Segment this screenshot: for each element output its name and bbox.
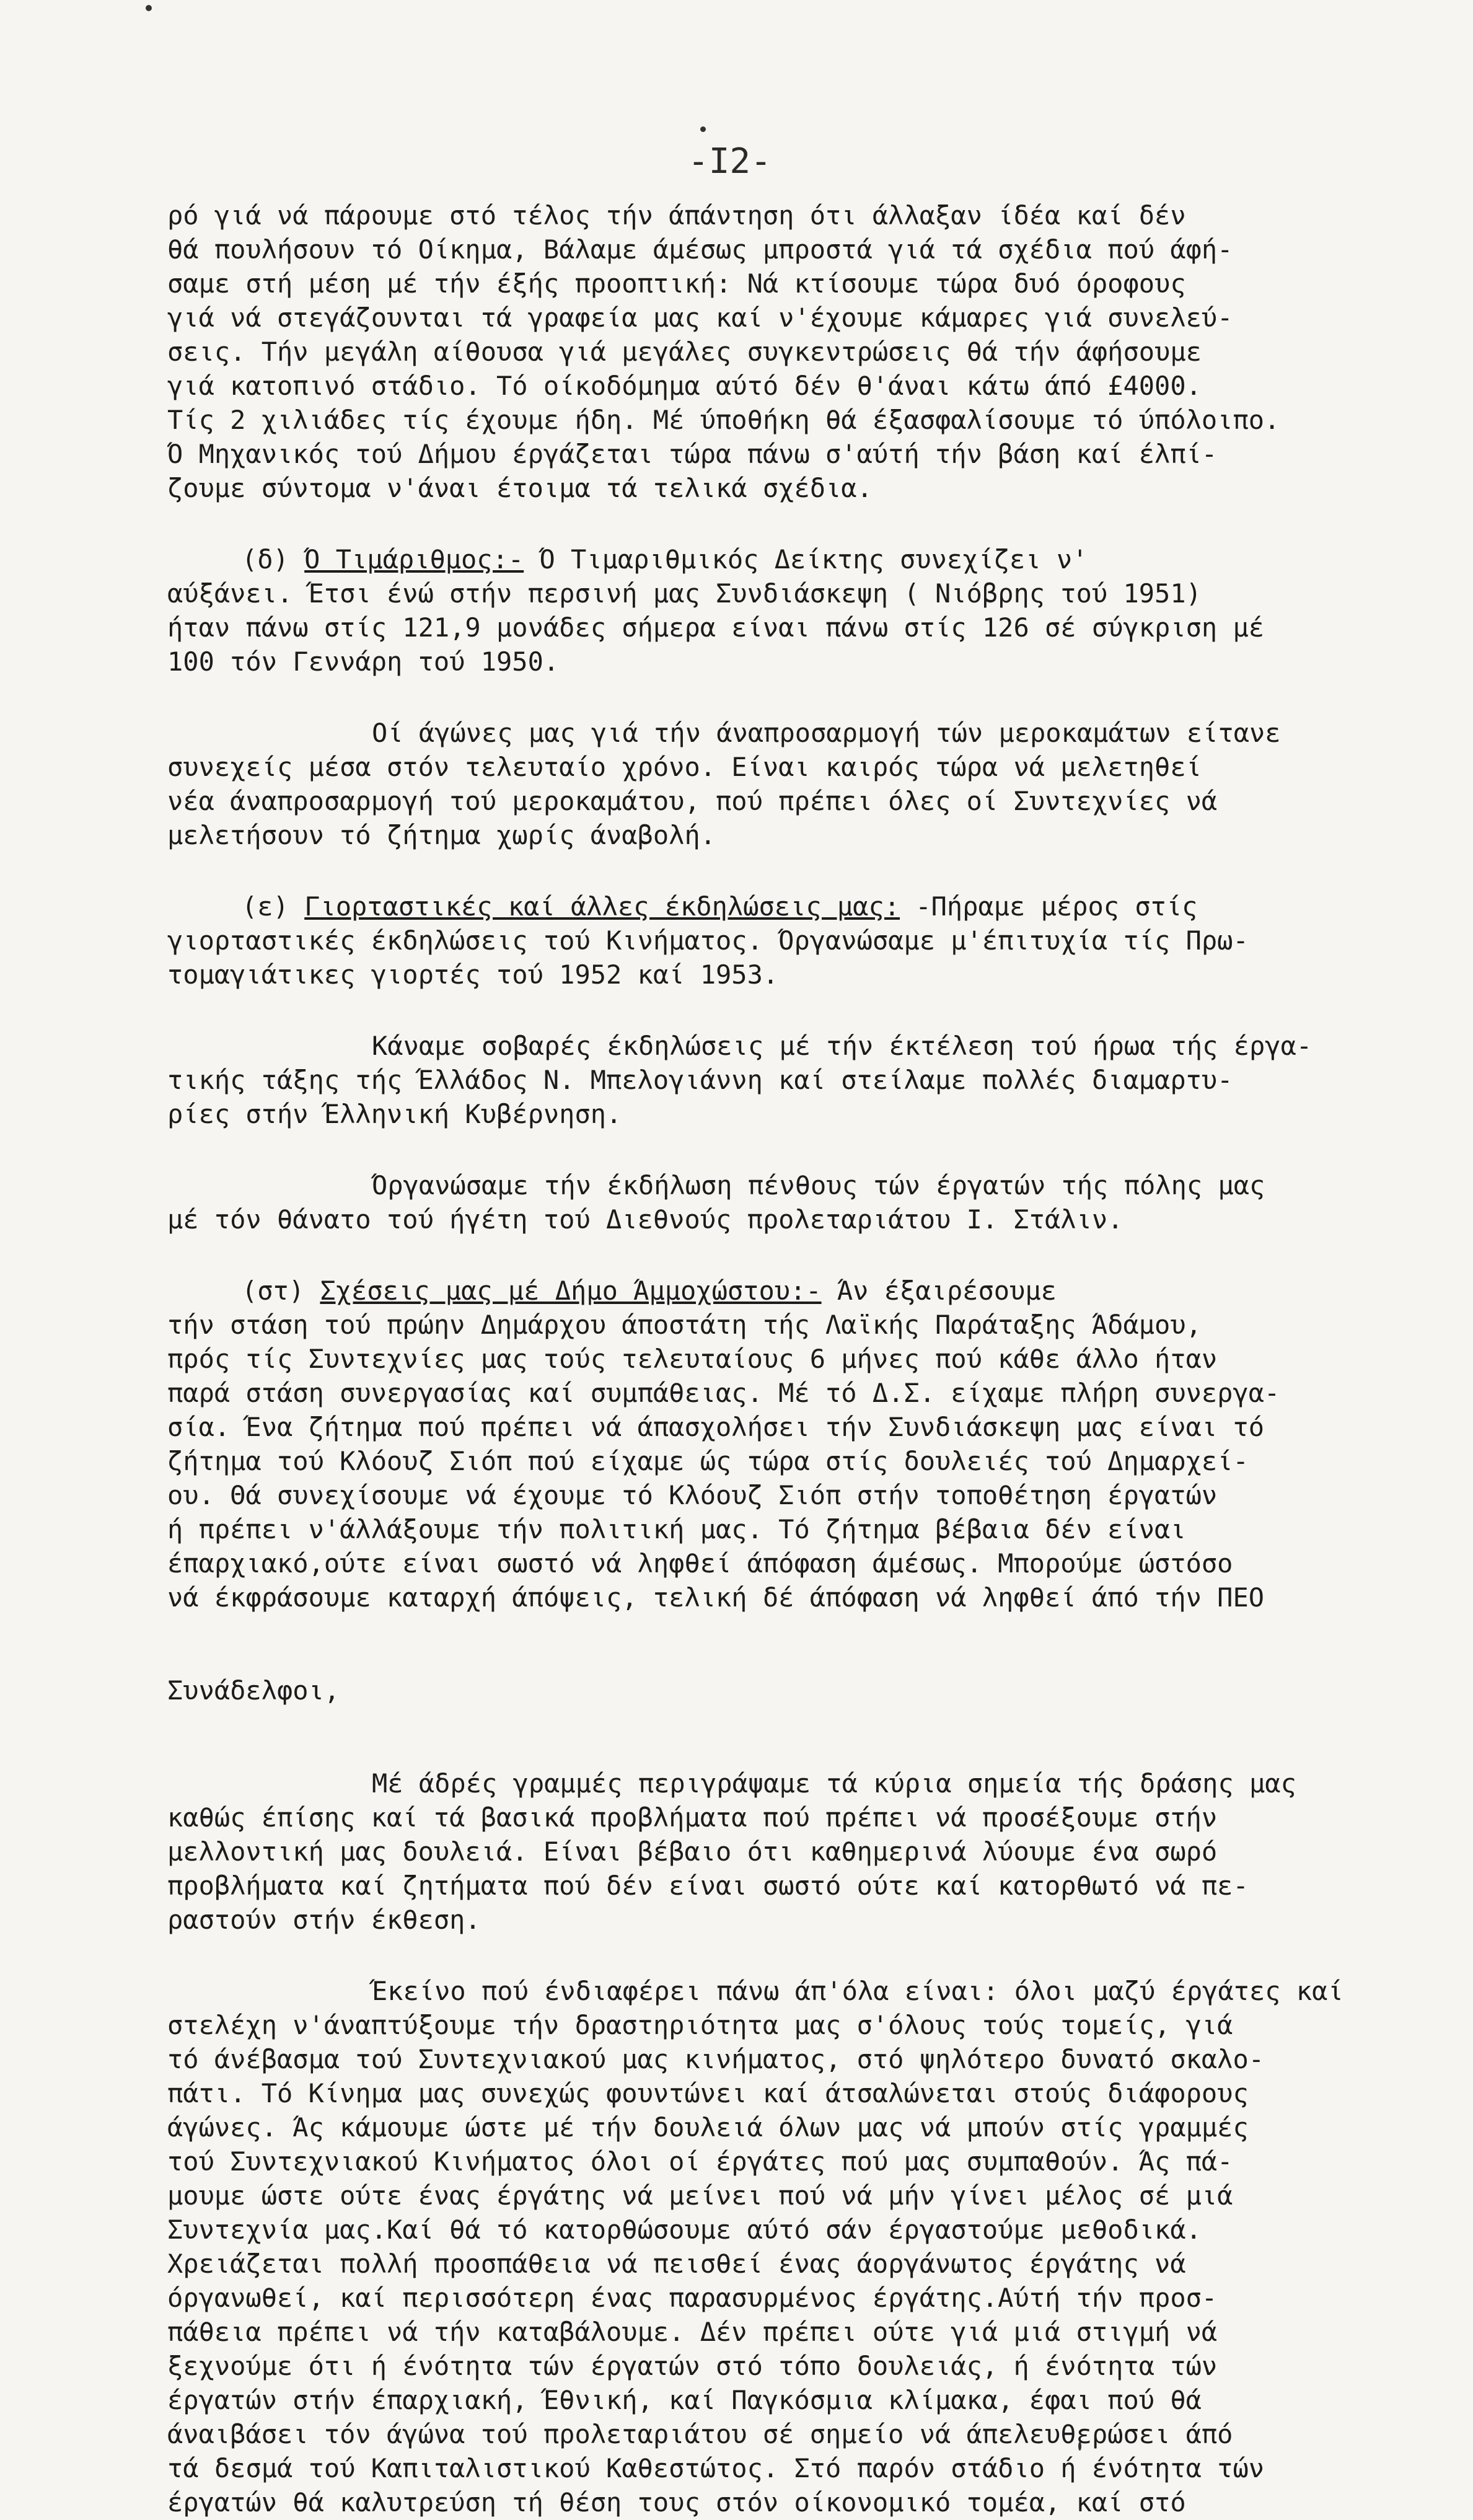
section-marker: (στ) bbox=[242, 1275, 320, 1306]
text-line: Μέ άδρές γραμμές περιγράψαμε τά κύρια σημεία τής δράσης μας bbox=[372, 1768, 1296, 1799]
text-line: ρό γιά νά πάρουμε στό τέλος τήν άπάντηση ότι άλλαξαν ίδέα καί δέν bbox=[167, 200, 1186, 231]
text-line bbox=[167, 1274, 1444, 1308]
ink-speck bbox=[146, 5, 152, 11]
text-line bbox=[167, 889, 1444, 923]
text-line: μουμε ώστε ούτε ένας έργάτης νά μείνει πού νά μήν γίνει μέλος σέ μιά bbox=[167, 2180, 1233, 2211]
text-line: γιά νά στεγάζουνται τά γραφεία μας καί ν'έχουμε κάμαρες γιά συνελεύ- bbox=[167, 302, 1233, 333]
paragraph-gap bbox=[167, 852, 1444, 889]
section-paragraph bbox=[167, 542, 1444, 679]
text-line: Όργανώσαμε τήν έκδήλωση πένθους τών έργατών τής πόλης μας bbox=[372, 1170, 1265, 1201]
text-line: Συντεχνία μας.Καί θά τό κατορθώσουμε αύτό σάν έργαστούμε μεθοδικά. bbox=[167, 2214, 1202, 2245]
page-number: -I2- bbox=[688, 141, 772, 182]
text-line: μέ τόν θάνατο τού ήγέτη τού Διεθνούς προλεταριάτου Ι. Στάλιν. bbox=[167, 1204, 1123, 1235]
text-line: τό άνέβασμα τού Συντεχνιακού μας κινήματος, στό ψηλότερο δυνατό σκαλο- bbox=[167, 2044, 1265, 2074]
text-line: πάτι. Τό Κίνημα μας συνεχώς φουντώνει καί άτσαλώνεται στούς διάφορους bbox=[167, 2078, 1249, 2108]
paragraph-gap bbox=[167, 1236, 1444, 1274]
text-line: συνεχείς μέσα στόν τελευταίο χρόνο. Είναι καιρός τώρα νά μελετηθεί bbox=[167, 752, 1202, 782]
body-paragraph bbox=[167, 1168, 1444, 1236]
text-line: μελετήσουν τό ζήτημα χωρίς άναβολή. bbox=[167, 820, 716, 850]
text-line: όργανωθεί, καί περισσότερη ένας παρασυρμένος έργάτης.Αύτή τήν προσ- bbox=[167, 2283, 1218, 2313]
section-paragraph bbox=[167, 1274, 1444, 1615]
body-paragraph bbox=[167, 716, 1444, 852]
text-line: θά πουλήσουν τό Οίκημα, Βάλαμε άμέσως μπροστά γιά τά σχέδια πού άφή- bbox=[167, 234, 1233, 265]
text-line: Έκείνο πού ένδιαφέρει πάνω άπ'όλα είναι: όλοι μαζύ έργάτες καί bbox=[372, 1976, 1343, 2006]
text-line: πάθεια πρέπει νά τήν καταβάλουμε. Δέν πρέπει ούτε γιά μιά στιγμή νά bbox=[167, 2317, 1218, 2347]
body-paragraph bbox=[167, 1766, 1444, 1937]
text-line: ζήτημα τού Κλόουζ Σιόπ πού είχαμε ώς τώρα στίς δουλειές τού Δημαρχεί- bbox=[167, 1446, 1249, 1476]
text-line: μελλοντική μας δουλειά. Είναι βέβαιο ότι καθημερινά λύουμε ένα σωρό bbox=[167, 1836, 1218, 1867]
ink-speck bbox=[700, 126, 706, 132]
text-line: Χρειάζεται πολλή προσπάθεια νά πεισθεί ένας άοργάνωτος έργάτης νά bbox=[167, 2249, 1186, 2279]
section-marker: (ε) bbox=[242, 891, 305, 922]
text-line: τομαγιάτικες γιορτές τού 1952 καί 1953. bbox=[167, 959, 779, 990]
section-text: Άν έξαιρέσουμε bbox=[821, 1275, 1057, 1306]
text-line bbox=[167, 542, 1444, 576]
text-line: πρός τίς Συντεχνίες μας τούς τελευταίους 6 μήνες πού κάθε άλλο ήταν bbox=[167, 1344, 1218, 1374]
paragraph-gap bbox=[167, 505, 1444, 542]
paragraph-gap bbox=[167, 992, 1444, 1029]
text-line: καθώς έπίσης καί τά βασικά προβλήματα πού πρέπει νά προσέξουμε στήν bbox=[167, 1802, 1218, 1833]
text-line: ή πρέπει ν'άλλάξουμε τήν πολιτική μας. Τό ζήτημα βέβαια δέν είναι bbox=[167, 1514, 1186, 1544]
text-line: τού Συντεχνιακού Κινήματος όλοι οί έργάτες πού μας συμπαθούν. Άς πά- bbox=[167, 2146, 1233, 2177]
text-line: Τίς 2 χιλιάδες τίς έχουμε ήδη. Μέ ύποθήκη θά έξασφαλίσουμε τό ύπόλοιπο. bbox=[167, 405, 1280, 435]
text-line: σεις. Τήν μεγάλη αίθουσα γιά μεγάλες συγκεντρώσεις θά τήν άφήσουμε bbox=[167, 337, 1202, 367]
text-line: νά έκφράσουμε καταρχή άπόψεις, τελική δέ άπόφαση νά ληφθεί άπό τήν ΠΕΟ bbox=[167, 1582, 1265, 1613]
text-line: 100 τόν Γεννάρη τού 1950. bbox=[167, 646, 560, 677]
body-paragraph bbox=[167, 198, 1444, 505]
text-line: γιά κατοπινό στάδιο. Τό οίκοδόμημα αύτό δέν θ'άναι κάτω άπό £4000. bbox=[167, 371, 1202, 401]
text-line: στελέχη ν'άναπτύξουμε τήν δραστηριότητα μας σ'όλους τούς τομείς, γιά bbox=[167, 2010, 1233, 2040]
text-line: ου. Θά συνεχίσουμε νά έχουμε τό Κλόουζ Σιόπ στήν τοποθέτηση έργατών bbox=[167, 1480, 1218, 1510]
salutation bbox=[167, 1673, 1444, 1707]
text-line: ήταν πάνω στίς 121,9 μονάδες σήμερα είναι πάνω στίς 126 σέ σύγκριση μέ bbox=[167, 612, 1265, 643]
text-line: τήν στάση τού πρώην Δημάρχου άποστάτη τής Λαϊκής Παράταξης Άδάμου, bbox=[167, 1310, 1202, 1340]
paragraph-gap bbox=[167, 1615, 1444, 1673]
text-line: αύξάνει. Έτσι ένώ στήν περσινή μας Συνδιάσκεψη ( Νιόβρης τού 1951) bbox=[167, 578, 1202, 609]
body-paragraph bbox=[167, 1029, 1444, 1131]
section-heading: Σχέσεις μας μέ Δήμο Άμμοχώστου:- bbox=[320, 1275, 822, 1306]
text-line: σία. Ένα ζήτημα πού πρέπει νά άπασχολήσει τήν Συνδιάσκεψη μας είναι τό bbox=[167, 1412, 1265, 1442]
section-heading: Ό Τιμάριθμος:- bbox=[304, 544, 524, 575]
document-text bbox=[167, 198, 1444, 2519]
text-line: Συνάδελφοι, bbox=[167, 1675, 340, 1706]
paragraph-gap bbox=[167, 1707, 1444, 1766]
text-line: ραστούν στήν έκθεση. bbox=[167, 1905, 481, 1935]
text-line: έπαρχιακό,ούτε είναι σωστό νά ληφθεί άπόφαση άμέσως. Μπορούμε ώστόσο bbox=[167, 1548, 1233, 1579]
text-line: έργατών στήν έπαρχιακή, Έθνική, καί Παγκόσμια κλίμακα, έφαι πού θά bbox=[167, 2385, 1202, 2415]
body-paragraph bbox=[167, 1974, 1444, 2519]
text-line: Οί άγώνες μας γιά τήν άναπροσαρμογή τών μεροκαμάτων είτανε bbox=[372, 718, 1281, 748]
paragraph-gap bbox=[167, 679, 1444, 716]
section-paragraph bbox=[167, 889, 1444, 992]
text-line: ζουμε σύντομα ν'άναι έτοιμα τά τελικά σχέδια. bbox=[167, 473, 873, 503]
text-line: τά δεσμά τού Καπιταλιστικού Καθεστώτος. Στό παρόν στάδιο ή ένότητα τών bbox=[167, 2453, 1265, 2483]
text-line: έργατών θά καλυτρεύση τή θέση τους στόν οίκονομικό τομέα, καί στό bbox=[167, 2487, 1186, 2518]
text-line: τικής τάξης τής Έλλάδος Ν. Μπελογιάννη καί στείλαμε πολλές διαμαρτυ- bbox=[167, 1065, 1233, 1095]
text-line: νέα άναπροσαρμογή τού μεροκαμάτου, πού πρέπει όλες οί Συντεχνίες νά bbox=[167, 786, 1218, 816]
section-text: -Πήραμε μέρος στίς bbox=[900, 891, 1198, 922]
text-line: γιορταστικές έκδηλώσεις τού Κινήματος. Όργανώσαμε μ'έπιτυχία τίς Πρω- bbox=[167, 925, 1249, 956]
text-line: Ό Μηχανικός τού Δήμου έργάζεται τώρα πάνω σ'αύτή τήν βάση καί έλπί- bbox=[167, 439, 1218, 469]
section-marker: (δ) bbox=[242, 544, 305, 575]
text-line: άναιβάσει τόν άγώνα τού προλεταριάτου σέ σημείο νά άπελευθερώσει άπό bbox=[167, 2419, 1233, 2449]
section-text: Ό Τιμαριθμικός Δείκτης συνεχίζει ν' bbox=[524, 544, 1088, 575]
paragraph-gap bbox=[167, 1937, 1444, 1974]
section-heading: Γιορταστικές καί άλλες έκδηλώσεις μας: bbox=[304, 891, 900, 922]
paragraph-gap bbox=[167, 1131, 1444, 1168]
text-line: ρίες στήν Έλληνική Κυβέρνηση. bbox=[167, 1099, 622, 1129]
text-line: σαμε στή μέση μέ τήν έξής προοπτική: Νά κτίσουμε τώρα δυό όροφους bbox=[167, 268, 1186, 299]
text-line: ξεχνούμε ότι ή ένότητα τών έργατών στό τόπο δουλειάς, ή ένότητα τών bbox=[167, 2351, 1218, 2381]
text-line: άγώνες. Άς κάμουμε ώστε μέ τήν δουλειά όλων μας νά μπούν στίς γραμμές bbox=[167, 2112, 1249, 2143]
text-line: προβλήματα καί ζητήματα πού δέν είναι σωστό ούτε καί κατορθωτό νά πε- bbox=[167, 1870, 1249, 1901]
text-line: Κάναμε σοβαρές έκδηλώσεις μέ τήν έκτέλεση τού ήρωα τής έργα- bbox=[372, 1031, 1313, 1061]
text-line: παρά στάση συνεργασίας καί συμπάθειας. Μέ τό Δ.Σ. είχαμε πλήρη συνεργα- bbox=[167, 1378, 1280, 1408]
